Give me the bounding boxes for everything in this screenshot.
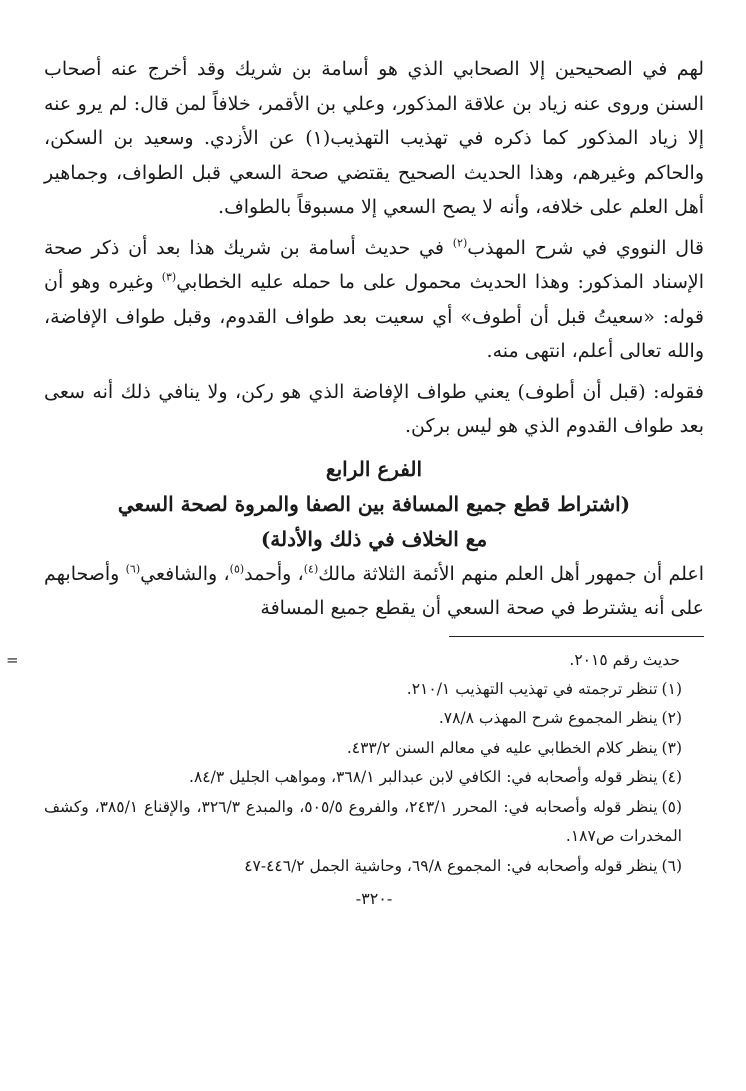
footnote-2 [44,704,682,734]
footnote-text: ينظر كلام الخطابي عليه في معالم السنن ٤٣٣/٢. [346,738,658,757]
paragraph-1: لهم في الصحيحين إلا الصحابي الذي هو أسامة بن شريك وقد أخرج عنه أصحاب السنن وروى عنه زياد بن علاقة المذكور، وعلي بن الأقمر، خلافاً لمن قال: لم يرو عنه إلا زياد المذكور كما ذكره في تهذيب التهذيب(١) عن الأزدي. وسعيد بن السكن، والحاكم وغيرهم، وهذا الحديث الصحيح يقتضي صحة السعي قبل الطواف، وجماهير أهل العلم على خلافه، وأنه لا يصح السعي إلا مسبوقاً بالطواف. [44,58,704,218]
footnote-label: (٢) [661,709,682,727]
footnote-continuation-text: حديث رقم ٢٠١٥. [569,650,680,669]
paragraph-4 [44,557,704,626]
book-page [6,52,704,911]
footnote-label: (٣) [661,738,682,757]
paragraph-4-part-4: وأصحابهم على أنه يشترط في صحة السعي أن يقطع جميع المسافة [44,562,704,619]
section-subheading-line-2: مع الخلاف في ذلك والأدلة) [260,526,488,551]
paragraph-3: فقوله: (قبل أن أطوف) يعني طواف الإفاضة الذي هو ركن، ولا ينافي ذلك أنه سعى بعد طواف القدوم الذي هو ليس بركن. [44,380,704,437]
footnote-label: (٥) [661,797,682,816]
footnote-5 [44,793,682,852]
footnote-3 [44,734,682,764]
footnote-6 [44,852,682,882]
footnote-label: (٤) [661,768,682,786]
footnote-separator [449,636,704,637]
paragraph-4-part-1: اعلم أن جمهور أهل العلم منهم الأئمة الثلاثة مالك [318,562,704,585]
paragraph-2-part-2: في حديث أسامة بن شريك هذا بعد أن ذكر صحة الإسناد المذكور: وهذا الحديث محمول على ما حمله عليه الخطابي [44,236,704,293]
footnote-text: ينظر قوله وأصحابه في: المجموع ٦٩/٨، وحاشية الجمل ٤٤٦/٢-٤٧ [244,856,658,875]
footnote-4 [44,763,682,793]
footnote-label: (٦) [661,856,682,875]
footnote-ref-5: (٥) [229,562,245,576]
footnote-text: تنظر ترجمته في تهذيب التهذيب ٢١٠/١. [406,679,658,698]
paragraph-4-part-3: ، والشافعي [140,562,230,585]
footnotes [6,645,704,882]
footnote-1 [44,675,682,705]
footnote-text: ينظر المجموع شرح المهذب ٧٨/٨. [438,709,658,727]
footnote-text: ينظر قوله وأصحابه في: الكافي لابن عبدالبر ٣٦٨/١، ومواهب الجليل ٨٤/٣. [189,768,658,786]
footnote-label: (١) [661,679,682,698]
section-subheading-line-1: (اشتراط قطع جميع المسافة بين الصفا والمروة لصحة السعي [117,491,631,516]
section-heading: الفرع الرابع [325,456,423,481]
paragraph-2-part-1: قال النووي في شرح المهذب [467,236,704,259]
footnote-ref-2: (٢) [452,236,468,250]
continuation-marker: = [6,650,19,669]
footnote-ref-4: (٤) [303,562,319,576]
footnote-continuation [6,645,680,675]
paragraph-2 [44,231,704,369]
footnote-ref-6: (٦) [125,562,141,576]
paragraph-4-part-2: ، وأحمد [244,562,304,585]
footnote-text: ينظر قوله وأصحابه في: المحرر ٢٤٣/١، والفروع ٥٠٥/٥، والمبدع ٣٢٦/٣، والإقناع ٣٨٥/١، وكشف المخدرات ص١٨٧. [44,797,682,845]
footnote-ref-3: (٣) [161,270,177,284]
paragraph-2-part-3: وغيره وهو أن قوله: «سعيتُ قبل أن أطوف» أي سعيت بعد طواف القدوم، وقبل طواف الإفاضة، والله تعالى أعلم، انتهى منه. [44,271,704,362]
page-number: -٣٢٠- [355,889,393,908]
